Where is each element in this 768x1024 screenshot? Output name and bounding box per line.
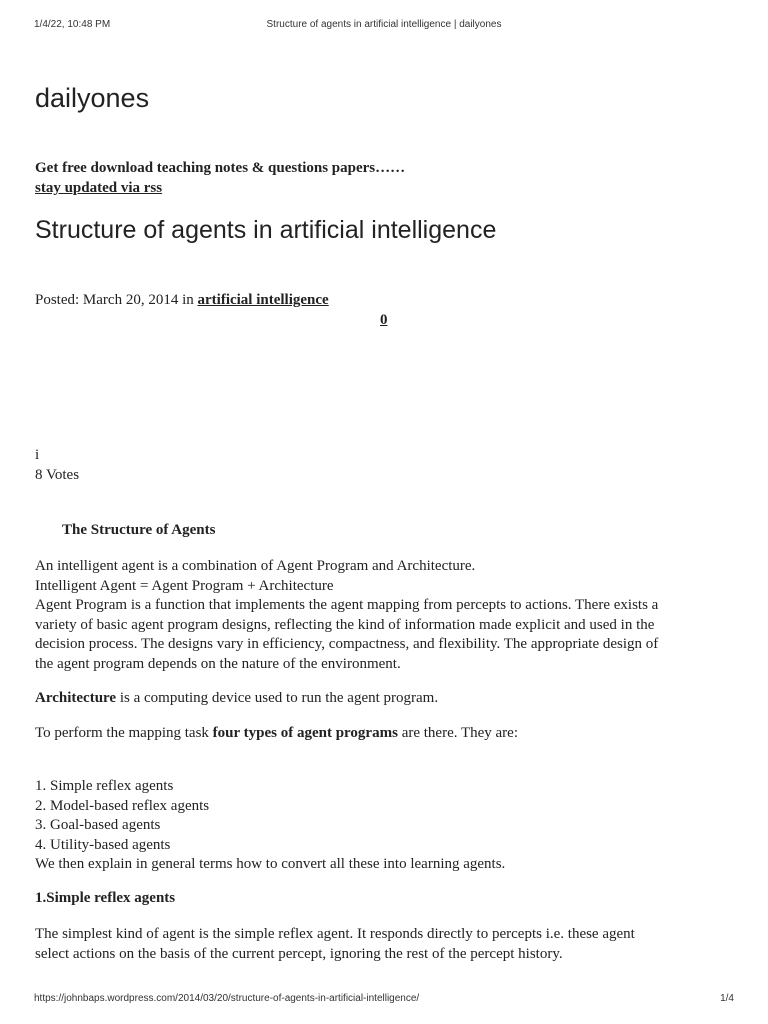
architecture-term: Architecture	[35, 690, 117, 706]
site-tagline: Get free download teaching notes & questions papers……	[35, 160, 406, 176]
print-footer	[34, 993, 734, 1005]
architecture-paragraph	[35, 689, 735, 709]
mapping-paragraph	[35, 724, 735, 744]
intro-line: decision process. The designs vary in efficiency, compactness, and flexibility. The appropriate design of	[35, 636, 659, 652]
list-followup: We then explain in general terms how to convert all these into learning agents.	[35, 856, 506, 872]
print-page-number: 1/4	[720, 993, 734, 1004]
post-title: Structure of agents in artificial intelligence	[35, 216, 497, 244]
list-item: 4. Utility-based agents	[35, 836, 171, 853]
intro-line: Intelligent Agent = Agent Program + Architecture	[35, 577, 334, 594]
intro-line: variety of basic agent program designs, reflecting the kind of information made explicit and used in the	[35, 616, 655, 633]
mapping-prefix: To perform the mapping task	[35, 725, 213, 741]
simple-reflex-heading: 1.Simple reflex agents	[35, 890, 176, 906]
post-meta	[35, 292, 329, 309]
list-item: 1. Simple reflex agents	[35, 778, 174, 794]
mapping-suffix: are there. They are:	[397, 725, 519, 741]
print-page-title: Structure of agents in artificial intelligence | dailyones	[266, 19, 502, 30]
mapping-emphasis: four types of agent programs	[212, 725, 398, 741]
simple-reflex-line: The simplest kind of agent is the simple reflex agent. It responds directly to percepts i.e. these agent	[35, 926, 635, 942]
rss-link[interactable]: stay updated via rss	[35, 180, 163, 196]
vote-count: 8 Votes	[35, 467, 80, 483]
section-heading: The Structure of Agents	[62, 522, 216, 538]
intro-line: Agent Program is a function that implements the agent mapping from percepts to actions. There exists a	[35, 597, 659, 613]
print-datetime: 1/4/22, 10:48 PM	[34, 19, 111, 30]
architecture-definition: is a computing device used to run the agent program.	[116, 690, 439, 706]
list-item: 3. Goal-based agents	[35, 817, 161, 833]
site-title[interactable]: dailyones	[35, 83, 150, 113]
intro-line: the agent program depends on the nature of the environment.	[35, 655, 401, 672]
comment-count-link[interactable]: 0	[380, 312, 388, 328]
list-item: 2. Model-based reflex agents	[35, 797, 210, 814]
intro-paragraph	[35, 557, 735, 674]
posted-date: Posted: March 20, 2014 in	[35, 292, 198, 308]
agent-types-list	[35, 777, 735, 875]
print-header	[34, 19, 734, 31]
intro-line: An intelligent agent is a combination of Agent Program and Architecture.	[35, 558, 476, 574]
simple-reflex-paragraph	[35, 925, 735, 964]
simple-reflex-line: select actions on the basis of the current percept, ignoring the rest of the percept history.	[35, 945, 563, 962]
print-url: https://johnbaps.wordpress.com/2014/03/20/structure-of-agents-in-artificial-intelligence/	[34, 993, 420, 1004]
rating-info[interactable]: i	[35, 447, 40, 463]
category-link[interactable]: artificial intelligence	[197, 292, 329, 308]
